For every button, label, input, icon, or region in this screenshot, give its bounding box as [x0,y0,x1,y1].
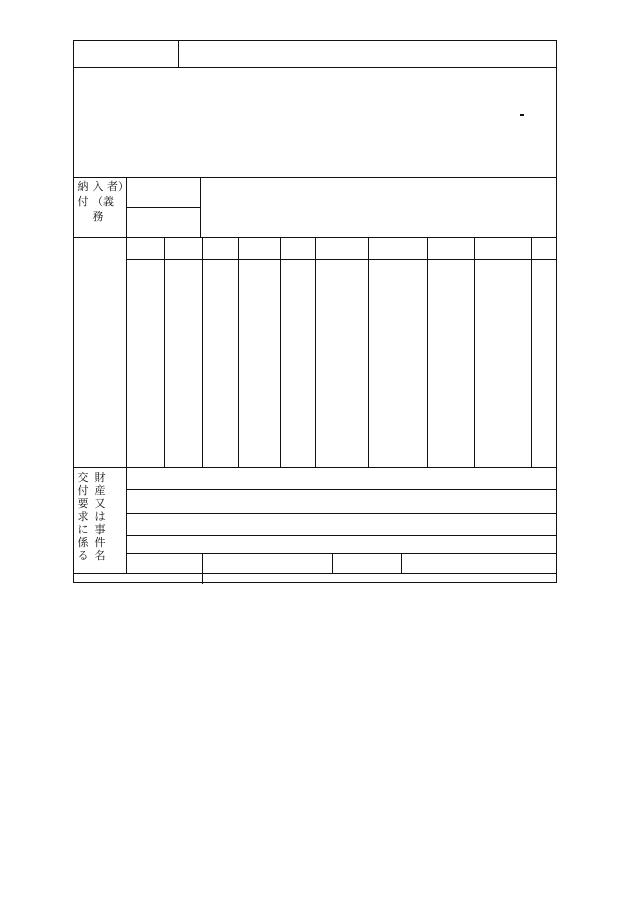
taxpayer-label-col1: 納付 [77,180,89,208]
seal-mark [520,114,524,116]
note-1 [88,588,558,601]
notice-form [73,40,557,583]
property-label-col1: 交付要求に係る [77,471,89,562]
property-label-col2: 財産又は事件名 [94,471,106,562]
explanatory-notes [88,588,558,614]
taxpayer-label-col3: 者） [107,180,129,193]
taxpayer-label-col2: 入（義務 [92,180,114,223]
note-2 [88,601,558,614]
